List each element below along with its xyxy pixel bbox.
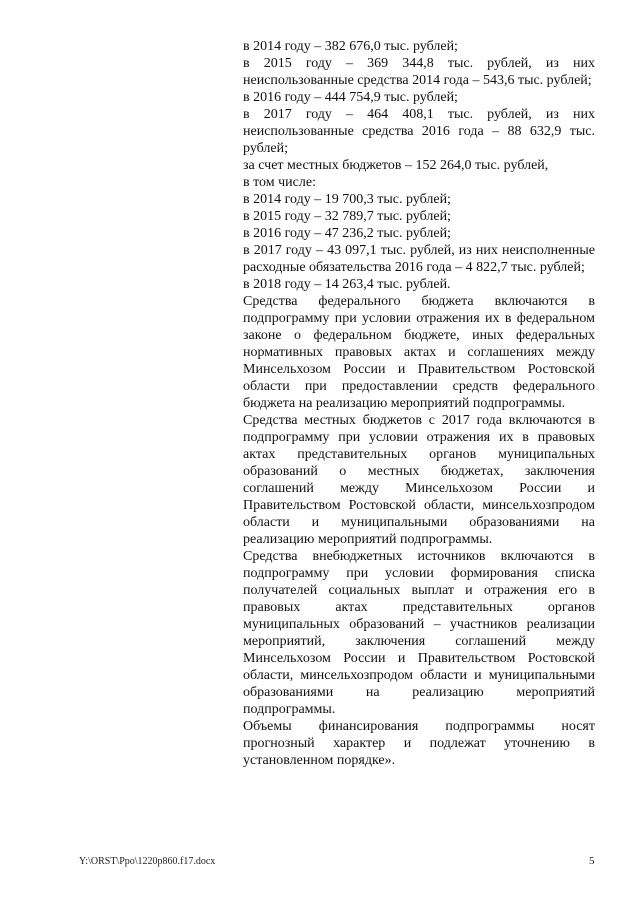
paragraph: в 2014 году – 19 700,3 тыс. рублей; — [243, 192, 451, 207]
paragraph: в 2016 году – 47 236,2 тыс. рублей; — [243, 226, 451, 241]
footer-file-path: Y:\ORST\Ppo\1220p860.f17.docx — [79, 856, 216, 867]
paragraph: в 2018 году – 14 263,4 тыс. рублей. — [243, 277, 451, 292]
paragraph: в том числе: — [243, 175, 316, 190]
document-body — [243, 38, 595, 769]
page-number: 5 — [589, 855, 595, 867]
paragraph: в 2015 году – 32 789,7 тыс. рублей; — [243, 209, 451, 224]
paragraph: в 2017 году – 464 408,1 тыс. рублей, из них неиспользованные средства 2016 года – 88 632,9 тыс. рублей; — [243, 107, 595, 156]
paragraph: Средства внебюджетных источников включаются в подпрограмму при условии формирования списка получателей социальных выплат и отражения его в правовых актах представительных органов муниципальных образований – участников реализации мероприятий, заключения соглашений между Минсельхозом России и Правительством Ростовской области, минсельхозпродом области и муниципальными образованиями на реализацию мероприятий подпрограммы. — [243, 549, 595, 717]
paragraph: в 2017 году – 43 097,1 тыс. рублей, из них неисполненные расходные обязательства 2016 года – 4 822,7 тыс. рублей; — [243, 243, 595, 275]
paragraph: Объемы финансирования подпрограммы носят прогнозный характер и подлежат уточнению в установленном порядке». — [243, 719, 595, 768]
paragraph: Средства федерального бюджета включаются в подпрограмму при условии отражения их в федеральном законе о федеральном бюджете, иных федеральных нормативных правовых актах и соглашениях между Минсельхозом России и Правительством Ростовской области при предоставлении средств федерального бюджета на реализацию мероприятий подпрограммы. — [243, 294, 595, 411]
paragraph: в 2015 году – 369 344,8 тыс. рублей, из них неиспользованные средства 2014 года – 543,6 тыс. рублей; — [243, 56, 595, 88]
paragraph: в 2016 году – 444 754,9 тыс. рублей; — [243, 90, 458, 105]
paragraph: Средства местных бюджетов с 2017 года включаются в подпрограмму при условии отражения их в правовых актах представительных органов муниципальных образований о местных бюджетах, заключения соглашений между Минсельхозом России и Правительством Ростовской области, минсельхозпродом области и муниципальными образованиями на реализацию мероприятий подпрограммы. — [243, 413, 595, 547]
paragraph: за счет местных бюджетов – 152 264,0 тыс. рублей, — [243, 158, 549, 173]
paragraph: в 2014 году – 382 676,0 тыс. рублей; — [243, 39, 458, 54]
